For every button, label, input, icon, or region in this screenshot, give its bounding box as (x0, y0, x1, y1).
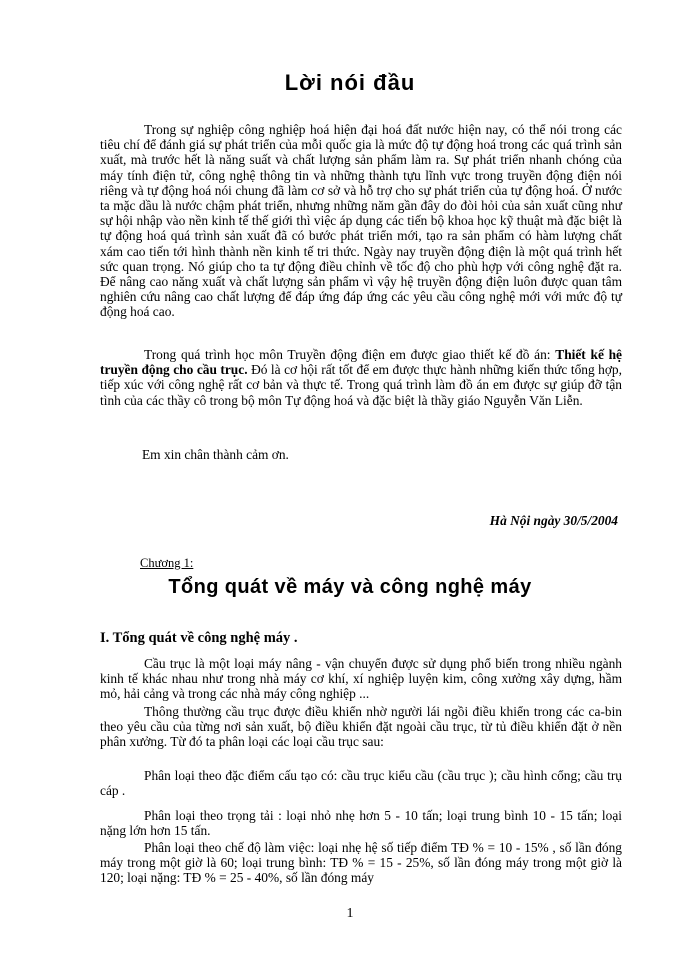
preface-paragraph-2 (100, 347, 622, 408)
page-number: 1 (346, 906, 354, 921)
chapter-label: Chương 1: (140, 556, 194, 570)
chapter-paragraph-1: Cầu trục là một loại máy nâng - vận chuyển được sử dụng phổ biến trong nhiều ngành kinh tế khác nhau như trong nhà máy cơ khí, xí nghiệp luyện kim, công xưởng xây dựng, hầm mỏ, hải cảng và trong các nhà máy công nghiệp ... (100, 656, 622, 702)
preface-paragraph-2-rest: Đó là cơ hội rất tốt để em được thực hành những kiến thức tổng hợp, tiếp xúc với công nghệ rất cơ bản và thực tế. Trong quá trình làm đồ án em được sự giúp đỡ tận tình của các thầy cô trong bộ môn Tự động hoá và đặc biệt là thầy giáo Nguyễn Văn Liễn. (100, 362, 622, 408)
chapter-paragraph-4: Phân loại theo trọng tải : loại nhỏ nhẹ hơn 5 - 10 tấn; loại trung bình 10 - 15 tấn; loại nặng lớn hơn 15 tấn. (100, 808, 622, 839)
chapter-paragraph-3: Phân loại theo đặc điểm cấu tạo có: cầu trục kiểu cầu (cầu trục ); cầu hình cổng; cầu trụ cáp . (100, 768, 622, 799)
chapter-title: Tổng quát về máy và công nghệ máy (168, 576, 532, 598)
thanks-line: Em xin chân thành cảm ơn. (142, 447, 289, 462)
preface-title: Lời nói đầu (284, 70, 416, 95)
preface-paragraph-1: Trong sự nghiệp công nghiệp hoá hiện đại hoá đất nước hiện nay, có thể nói trong các tiêu chí để đánh giá sự phát triển của mỗi quốc gia là mức độ tự động hoá trong các quá trình sản xuất, mà trước hết là năng suất và chất lượng sản phẩm làm ra. Sự phát triển nhanh chóng của máy tính điện tử, công nghệ thông tin và những thành tựu lĩnh vực trong truyền động điện nói riêng và tự động hoá nói chung đã làm cơ sở và hỗ trợ cho sự phát triển của tự động hoá. Ở nước ta mặc dầu là nước chậm phát triển, nhưng những năm gần đây do đòi hỏi của sản xuất cũng như sự hội nhập vào nền kinh tế thế giới thì việc áp dụng các tiến bộ khoa học kỹ thuật mà đặc biệt là tự động hoá quá trình sản xuất đã có bước phát triển mới, tạo ra sản phẩm có hàm lượng chất xám cao tiến tới hình thành nền kinh tế tri thức. Ngày nay truyền động điện là một quá trình hết sức quan trọng. Nó giúp cho ta tự động điều chỉnh về tốc độ cho phù hợp với công nghệ đặt ra. Để nâng cao năng xuất và chất lượng sản phẩm vì vậy hệ truyền động điện luôn được quan tâm nghiên cứu nâng cao chất lượng để đáp ứng đáp ứng các yêu cầu công nghệ mới với mức độ tự động hoá cao. (100, 122, 622, 320)
chapter-paragraph-5: Phân loại theo chế độ làm việc: loại nhẹ hệ số tiếp điểm TĐ % = 10 - 15% , số lần đóng máy trong một giờ là 60; loại trung bình: TĐ % = 15 - 25%, số lần đóng máy trong một giờ là 120; loại nặng: TĐ % = 25 - 40%, số lần đóng máy (100, 840, 622, 886)
project-title: Thiết kế hệ truyền động cho cầu trục. (100, 347, 622, 378)
place-date: Hà Nội ngày 30/5/2004 (489, 513, 618, 528)
chapter-paragraph-2: Thông thường cầu trục được điều khiển nhờ người lái ngồi điều khiển trong các ca-bin theo yêu cầu của từng nơi sản xuất, bộ điều khiển đặt ngoài cầu trục, từ tủ điều khiển đặt ở nền phân xưởng. Từ đó ta phân loại các loại cầu trục sau: (100, 704, 622, 750)
section-heading: I. Tổng quát về công nghệ máy . (100, 630, 298, 646)
preface-paragraph-2-lead: Trong quá trình học môn Truyền động điện em được giao thiết kế đồ án: (144, 347, 551, 362)
